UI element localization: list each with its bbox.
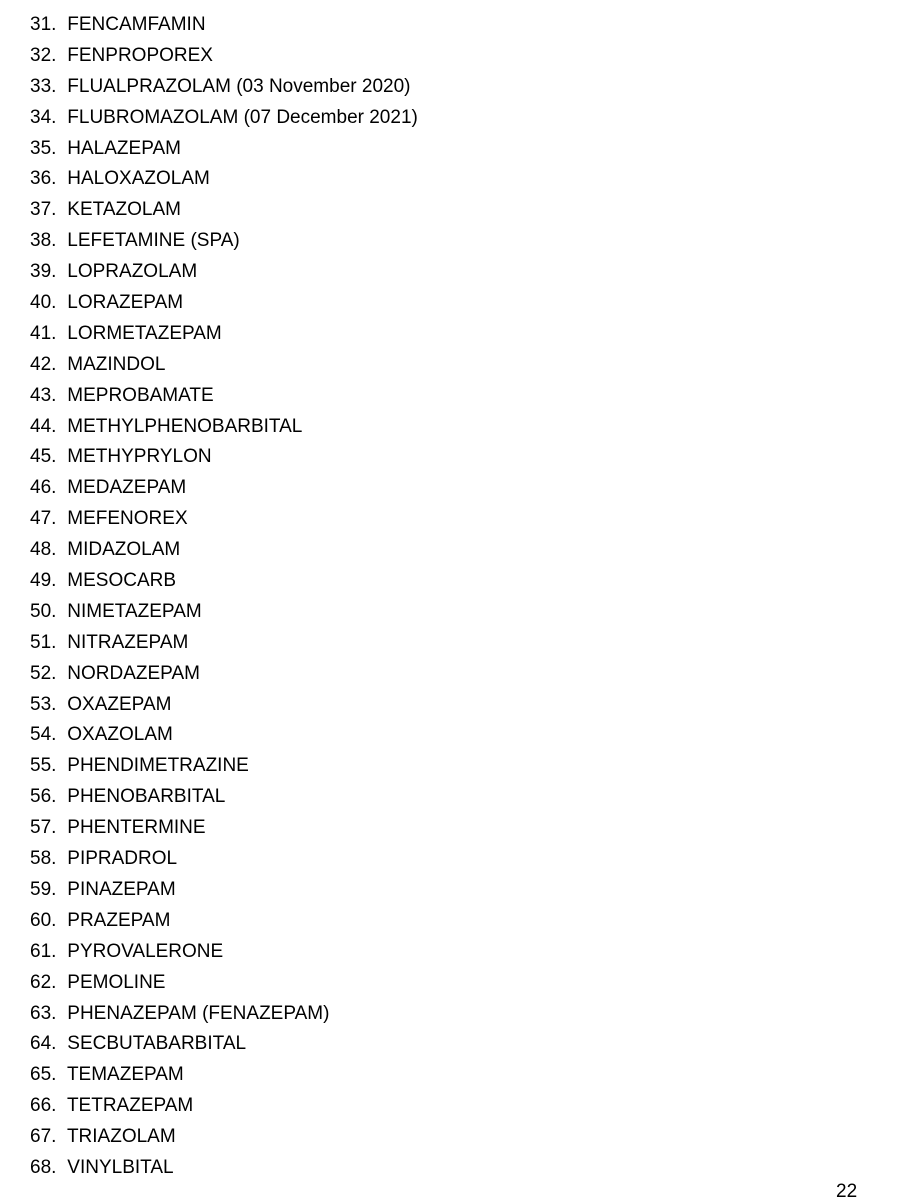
list-item: [30, 659, 418, 690]
item-number: 45.: [30, 446, 57, 468]
item-number: 55.: [30, 755, 57, 777]
page-number: 22: [836, 1181, 858, 1202]
item-number: 53.: [30, 693, 57, 715]
list-item: [30, 381, 418, 412]
list-item: [30, 597, 418, 628]
substance-name: PIPRADROL: [67, 848, 178, 870]
list-item: [30, 628, 418, 659]
substance-name: TEMAZEPAM: [66, 1064, 184, 1086]
substance-name: FENCAMFAMIN: [67, 14, 206, 35]
list-item: [30, 720, 418, 751]
substance-name: TETRAZEPAM: [66, 1095, 194, 1117]
substance-name: NITRAZEPAM: [67, 631, 189, 653]
item-number: 67.: [30, 1126, 57, 1148]
substance-name: KETAZOLAM: [67, 199, 181, 221]
item-number: 40.: [30, 292, 57, 314]
substance-name: METHYLPHENOBARBITAL: [67, 415, 303, 437]
substance-name: PHENTERMINE: [67, 817, 206, 839]
item-number: 51.: [30, 631, 57, 653]
item-number: 54.: [30, 724, 57, 746]
item-number: 44.: [30, 415, 57, 437]
substance-name: MEFENOREX: [67, 508, 188, 530]
item-number: 62.: [30, 971, 57, 993]
substance-name: VINYLBITAL: [67, 1156, 174, 1178]
substance-name: HALAZEPAM: [67, 137, 181, 159]
list-item: [30, 875, 418, 906]
substance-list: [30, 10, 418, 1184]
list-item: [30, 999, 418, 1030]
item-number: 34.: [30, 106, 57, 128]
list-item: [30, 690, 418, 721]
substance-name: OXAZEPAM: [67, 693, 172, 715]
list-item: [30, 968, 418, 999]
item-number: 60.: [30, 909, 57, 931]
item-number: 66.: [30, 1095, 57, 1117]
item-number: 65.: [30, 1064, 57, 1086]
list-item: [30, 10, 418, 41]
list-item: [30, 72, 418, 103]
list-item: [30, 412, 418, 443]
substance-name: LORAZEPAM: [67, 292, 184, 314]
list-item: [30, 751, 418, 782]
list-item: [30, 226, 418, 257]
substance-name: PHENDIMETRAZINE: [67, 755, 249, 777]
item-number: 46.: [30, 477, 57, 499]
substance-name: PHENOBARBITAL: [67, 786, 226, 808]
list-item: [30, 288, 418, 319]
list-item: [30, 195, 418, 226]
list-item: [30, 813, 418, 844]
item-number: 68.: [30, 1156, 57, 1178]
item-number: 39.: [30, 261, 57, 283]
list-item: [30, 134, 418, 165]
substance-name: SECBUTABARBITAL: [67, 1033, 247, 1055]
list-item: [30, 103, 418, 134]
substance-name: NIMETAZEPAM: [67, 600, 202, 622]
substance-name: PINAZEPAM: [67, 878, 176, 900]
list-item: [30, 257, 418, 288]
list-item: [30, 1029, 418, 1060]
item-number: 38.: [30, 230, 57, 252]
substance-name: METHYPRYLON: [67, 446, 212, 468]
list-item: [30, 473, 418, 504]
substance-name: FLUALPRAZOLAM (03 November 2020): [67, 75, 411, 97]
substance-name: MEDAZEPAM: [67, 477, 187, 499]
item-number: 33.: [30, 75, 57, 97]
list-item: [30, 1091, 418, 1122]
item-number: 63.: [30, 1002, 57, 1024]
list-item: [30, 442, 418, 473]
substance-name: PRAZEPAM: [67, 909, 171, 931]
substance-name: LORMETAZEPAM: [67, 322, 222, 344]
item-number: 31.: [30, 14, 57, 35]
list-item: [30, 937, 418, 968]
item-number: 32.: [30, 44, 57, 66]
substance-name: FLUBROMAZOLAM (07 December 2021): [67, 106, 418, 128]
item-number: 52.: [30, 662, 57, 684]
substance-name: PHENAZEPAM (FENAZEPAM): [67, 1002, 330, 1024]
item-number: 58.: [30, 848, 57, 870]
list-item: [30, 319, 418, 350]
list-item: [30, 1153, 418, 1184]
item-number: 42.: [30, 353, 57, 375]
item-number: 43.: [30, 384, 57, 406]
substance-name: LEFETAMINE (SPA): [67, 230, 240, 252]
list-item: [30, 41, 418, 72]
substance-name: LOPRAZOLAM: [67, 261, 198, 283]
list-item: [30, 350, 418, 381]
substance-name: MESOCARB: [67, 570, 177, 592]
item-number: 59.: [30, 878, 57, 900]
list-item: [30, 782, 418, 813]
substance-name: PEMOLINE: [67, 971, 166, 993]
substance-name: NORDAZEPAM: [67, 662, 200, 684]
list-item: [30, 1060, 418, 1091]
item-number: 48.: [30, 539, 57, 561]
item-number: 35.: [30, 137, 57, 159]
item-number: 37.: [30, 199, 57, 221]
item-number: 61.: [30, 940, 57, 962]
list-item: [30, 1122, 418, 1153]
item-number: 64.: [30, 1033, 57, 1055]
list-item: [30, 566, 418, 597]
substance-name: HALOXAZOLAM: [67, 168, 210, 190]
item-number: 47.: [30, 508, 57, 530]
substance-name: MIDAZOLAM: [67, 539, 181, 561]
item-number: 56.: [30, 786, 57, 808]
list-item: [30, 906, 418, 937]
item-number: 41.: [30, 322, 57, 344]
substance-name: OXAZOLAM: [67, 724, 173, 746]
substance-name: TRIAZOLAM: [66, 1126, 176, 1148]
item-number: 36.: [30, 168, 57, 190]
substance-name: MEPROBAMATE: [67, 384, 214, 406]
list-item: [30, 164, 418, 195]
list-item: [30, 844, 418, 875]
item-number: 57.: [30, 817, 57, 839]
list-item: [30, 535, 418, 566]
substance-name: MAZINDOL: [67, 353, 166, 375]
item-number: 50.: [30, 600, 57, 622]
item-number: 49.: [30, 570, 57, 592]
substance-name: PYROVALERONE: [67, 940, 224, 962]
list-item: [30, 504, 418, 535]
substance-name: FENPROPOREX: [67, 44, 213, 66]
